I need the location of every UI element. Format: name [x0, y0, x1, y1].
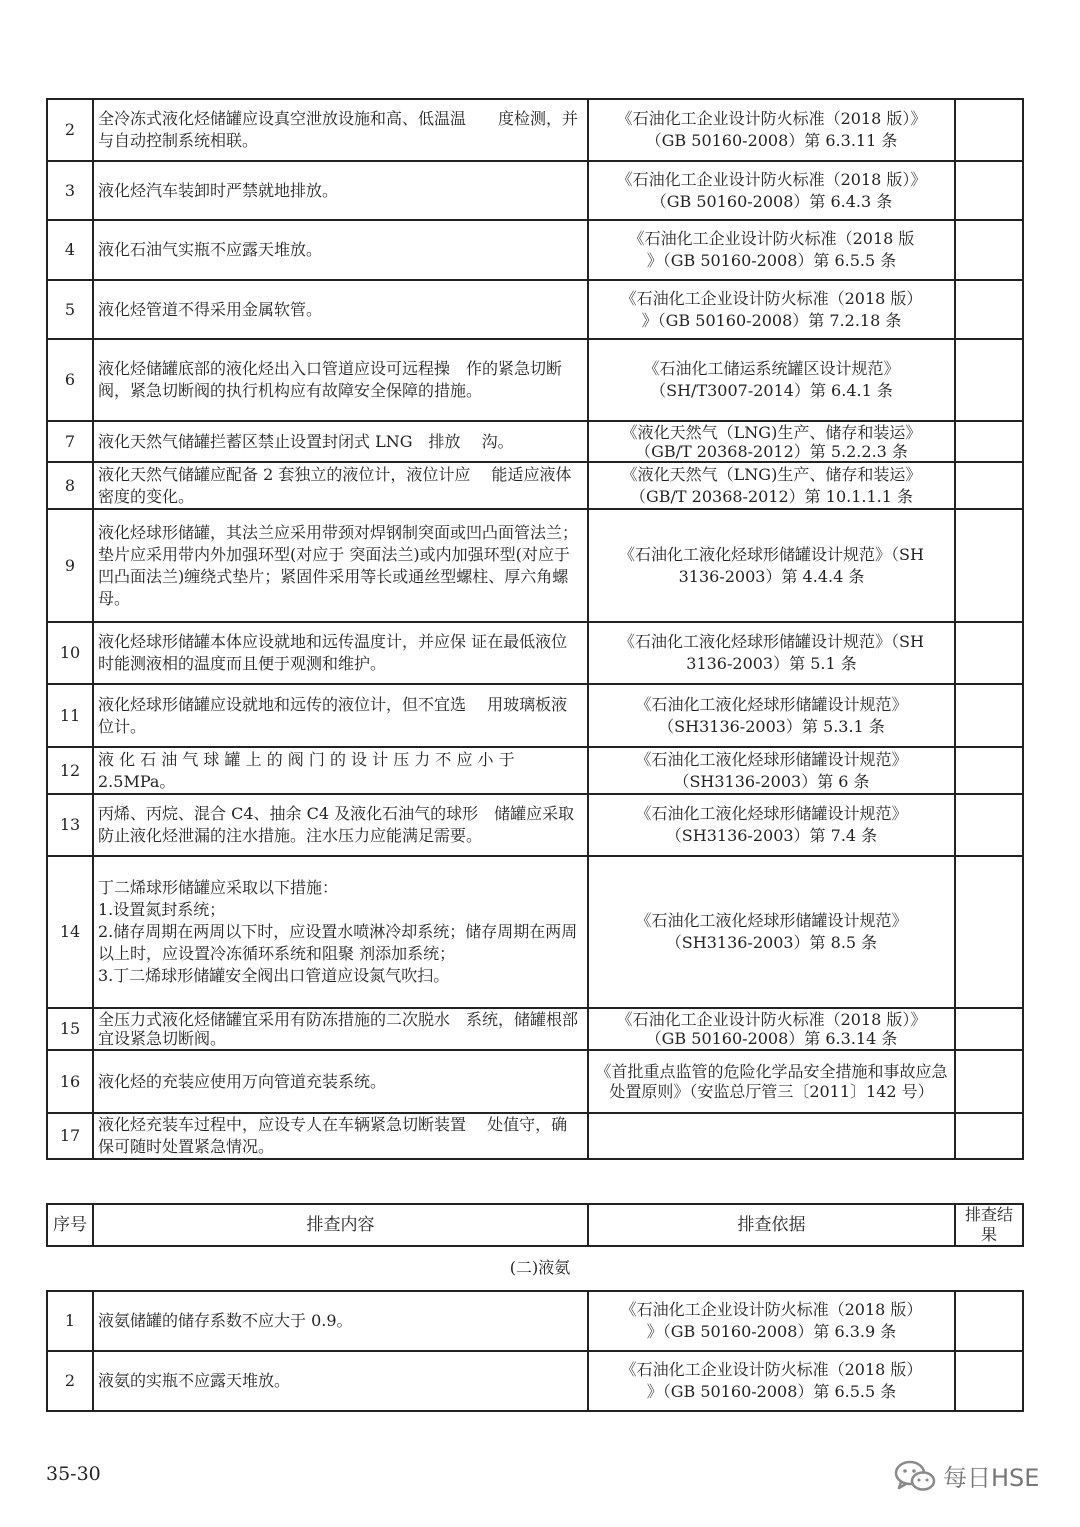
item-basis: 《石油化工液化烃球形储罐设计规范》 （SH3136-2003）第 5.3.1 条: [588, 684, 955, 747]
item-basis: 《石油化工液化烃球形储罐设计规范》 （SH3136-2003）第 8.5 条: [588, 856, 955, 1008]
item-basis: 《石油化工液化烃球形储罐设计规范》（SH 3136-2003）第 5.1 条: [588, 622, 955, 684]
item-content: 液化烃球形储罐，其法兰应采用带颈对焊钢制突面或凹凸面管法兰；垫片应采用带内外加强环型(对应于 突面法兰)或内加强环型(对应于凹凸面法兰)缠绕式垫片；紧固件采用等长或通丝型螺柱、厚六角螺母。: [93, 509, 588, 622]
item-content: 液化石油气实瓶不应露天堆放。: [93, 220, 588, 280]
item-number: 12: [47, 747, 93, 794]
item-basis: 《液化天然气（LNG)生产、储存和装运》 （GB/T 20368-2012）第 5.2.2.3 条: [588, 421, 955, 462]
item-basis: 《首批重点监管的危险化学品安全措施和事故应急处置原则》（安监总厅管三〔2011〕142 号）: [588, 1050, 955, 1113]
item-basis: [588, 1113, 955, 1159]
item-result: [955, 1113, 1023, 1159]
item-result: [955, 1008, 1023, 1050]
table-row: [47, 856, 1023, 1008]
item-result: [955, 339, 1023, 421]
item-content: 液 化 石 油 气 球 罐 上 的 阀 门 的 设 计 压 力 不 应 小 于 2.5MPa。: [93, 747, 588, 794]
table-row: [47, 220, 1023, 280]
header-no: 序号: [47, 1204, 93, 1246]
checklist-table-ammonia: [46, 1290, 1024, 1412]
table-row: [47, 462, 1023, 509]
table-row: [47, 509, 1023, 622]
item-basis: 《石油化工储运系统罐区设计规范》 （SH/T3007-2014）第 6.4.1 条: [588, 339, 955, 421]
item-number: 13: [47, 794, 93, 856]
item-content: 全压力式液化烃储罐宜采用有防冻措施的二次脱水 系统，储罐根部宜设紧急切断阀。: [93, 1008, 588, 1050]
item-result: [955, 421, 1023, 462]
header-row: [47, 1204, 1023, 1246]
item-result: [955, 280, 1023, 339]
table-row: [47, 1050, 1023, 1113]
wechat-icon: [893, 1459, 937, 1493]
item-content: 液化烃的充装应使用万向管道充装系统。: [93, 1050, 588, 1113]
table-row: [47, 161, 1023, 220]
item-content: 丁二烯球形储罐应采取以下措施： 1.设置氮封系统； 2.储存周期在两周以下时，应设置水喷淋冷却系统；储存周期在两周以上时，应设置冷冻循环系统和阻聚 剂添加系统； 3.丁二烯球形储罐安全阀出口管道应设氮气吹扫。: [93, 856, 588, 1008]
item-number: 15: [47, 1008, 93, 1050]
item-result: [955, 161, 1023, 220]
section-title: (二)液氨: [509, 1258, 571, 1277]
item-number: 3: [47, 161, 93, 220]
header-content: 排查内容: [93, 1204, 588, 1246]
item-basis: 《石油化工企业设计防火标准（2018 版） 》（GB 50160-2008）第 6.3.9 条: [588, 1291, 955, 1351]
item-number: 5: [47, 280, 93, 339]
table-row: [47, 1008, 1023, 1050]
table-row: [47, 794, 1023, 856]
item-basis: 《石油化工企业设计防火标准（2018 版）》 （GB 50160-2008）第 6.4.3 条: [588, 161, 955, 220]
item-number: 7: [47, 421, 93, 462]
item-number: 4: [47, 220, 93, 280]
item-result: [955, 622, 1023, 684]
item-content: 液化天然气储罐应配备 2 套独立的液位计，液位计应 能适应液体密度的变化。: [93, 462, 588, 509]
item-number: 1: [47, 1291, 93, 1351]
item-basis: 《石油化工液化烃球形储罐设计规范》 （SH3136-2003）第 6 条: [588, 747, 955, 794]
item-number: 6: [47, 339, 93, 421]
item-content: 液化烃管道不得采用金属软管。: [93, 280, 588, 339]
item-result: [955, 856, 1023, 1008]
item-basis: 《液化天然气（LNG)生产、储存和装运》 （GB/T 20368-2012）第 10.1.1.1 条: [588, 462, 955, 509]
table-row: [47, 339, 1023, 421]
table-row: [47, 622, 1023, 684]
item-basis: 《石油化工液化烃球形储罐设计规范》 （SH3136-2003）第 7.4 条: [588, 794, 955, 856]
item-result: [955, 794, 1023, 856]
item-result: [955, 509, 1023, 622]
item-content: 液氨储罐的储存系数不应大于 0.9。: [93, 1291, 588, 1351]
item-result: [955, 220, 1023, 280]
table-row: [47, 747, 1023, 794]
item-result: [955, 1351, 1023, 1411]
item-number: 2: [47, 1351, 93, 1411]
watermark: [893, 1458, 1039, 1493]
item-result: [955, 684, 1023, 747]
item-result: [955, 1291, 1023, 1351]
item-number: 17: [47, 1113, 93, 1159]
item-number: 2: [47, 99, 93, 161]
item-content: 液化烃球形储罐应设就地和远传的液位计，但不宜选 用玻璃板液位计。: [93, 684, 588, 747]
item-result: [955, 462, 1023, 509]
item-number: 8: [47, 462, 93, 509]
item-basis: 《石油化工企业设计防火标准（2018 版 》（GB 50160-2008）第 6.5.5 条: [588, 220, 955, 280]
page-number: 35-30: [46, 1463, 101, 1485]
item-content: 丙烯、丙烷、混合 C4、抽余 C4 及液化石油气的球形 储罐应采取防止液化烃泄漏的注水措施。注水压力应能满足需要。: [93, 794, 588, 856]
table-row: [47, 1113, 1023, 1159]
item-basis: 《石油化工液化烃球形储罐设计规范》（SH 3136-2003）第 4.4.4 条: [588, 509, 955, 622]
item-number: 10: [47, 622, 93, 684]
item-basis: 《石油化工企业设计防火标准（2018 版）》 （GB 50160-2008）第 6.3.14 条: [588, 1008, 955, 1050]
item-number: 11: [47, 684, 93, 747]
item-content: 液化烃球形储罐本体应设就地和远传温度计，并应保 证在最低液位时能测液相的温度而且便于观测和维护。: [93, 622, 588, 684]
item-result: [955, 747, 1023, 794]
table-row: [47, 280, 1023, 339]
item-content: 液氨的实瓶不应露天堆放。: [93, 1351, 588, 1411]
header-result: 排查结果: [955, 1204, 1023, 1246]
item-content: 液化天然气储罐拦蓄区禁止设置封闭式 LNG 排放 沟。: [93, 421, 588, 462]
table-row: [47, 421, 1023, 462]
item-content: 全冷冻式液化烃储罐应设真空泄放设施和高、低温温 度检测，并与自动控制系统相联。: [93, 99, 588, 161]
item-result: [955, 99, 1023, 161]
item-result: [955, 1050, 1023, 1113]
item-basis: 《石油化工企业设计防火标准（2018 版） 》（GB 50160-2008）第 7.2.18 条: [588, 280, 955, 339]
item-content: 液化烃充装车过程中，应设专人在车辆紧急切断装置 处值守，确保可随时处置紧急情况。: [93, 1113, 588, 1159]
table-row: [47, 99, 1023, 161]
checklist-table-lpg: [46, 98, 1024, 1160]
item-number: 14: [47, 856, 93, 1008]
header-basis: 排查依据: [588, 1204, 955, 1246]
watermark-text: 每日HSE: [943, 1464, 1040, 1492]
table-row: [47, 1351, 1023, 1411]
item-number: 16: [47, 1050, 93, 1113]
table-header: [46, 1203, 1024, 1247]
item-basis: 《石油化工企业设计防火标准（2018 版）》 （GB 50160-2008）第 6.3.11 条: [588, 99, 955, 161]
item-content: 液化烃储罐底部的液化烃出入口管道应设可远程操 作的紧急切断阀，紧急切断阀的执行机构应有故障安全保障的措施。: [93, 339, 588, 421]
item-basis: 《石油化工企业设计防火标准（2018 版） 》（GB 50160-2008）第 6.5.5 条: [588, 1351, 955, 1411]
item-content: 液化烃汽车装卸时严禁就地排放。: [93, 161, 588, 220]
table-row: [47, 684, 1023, 747]
item-number: 9: [47, 509, 93, 622]
table-row: [47, 1291, 1023, 1351]
